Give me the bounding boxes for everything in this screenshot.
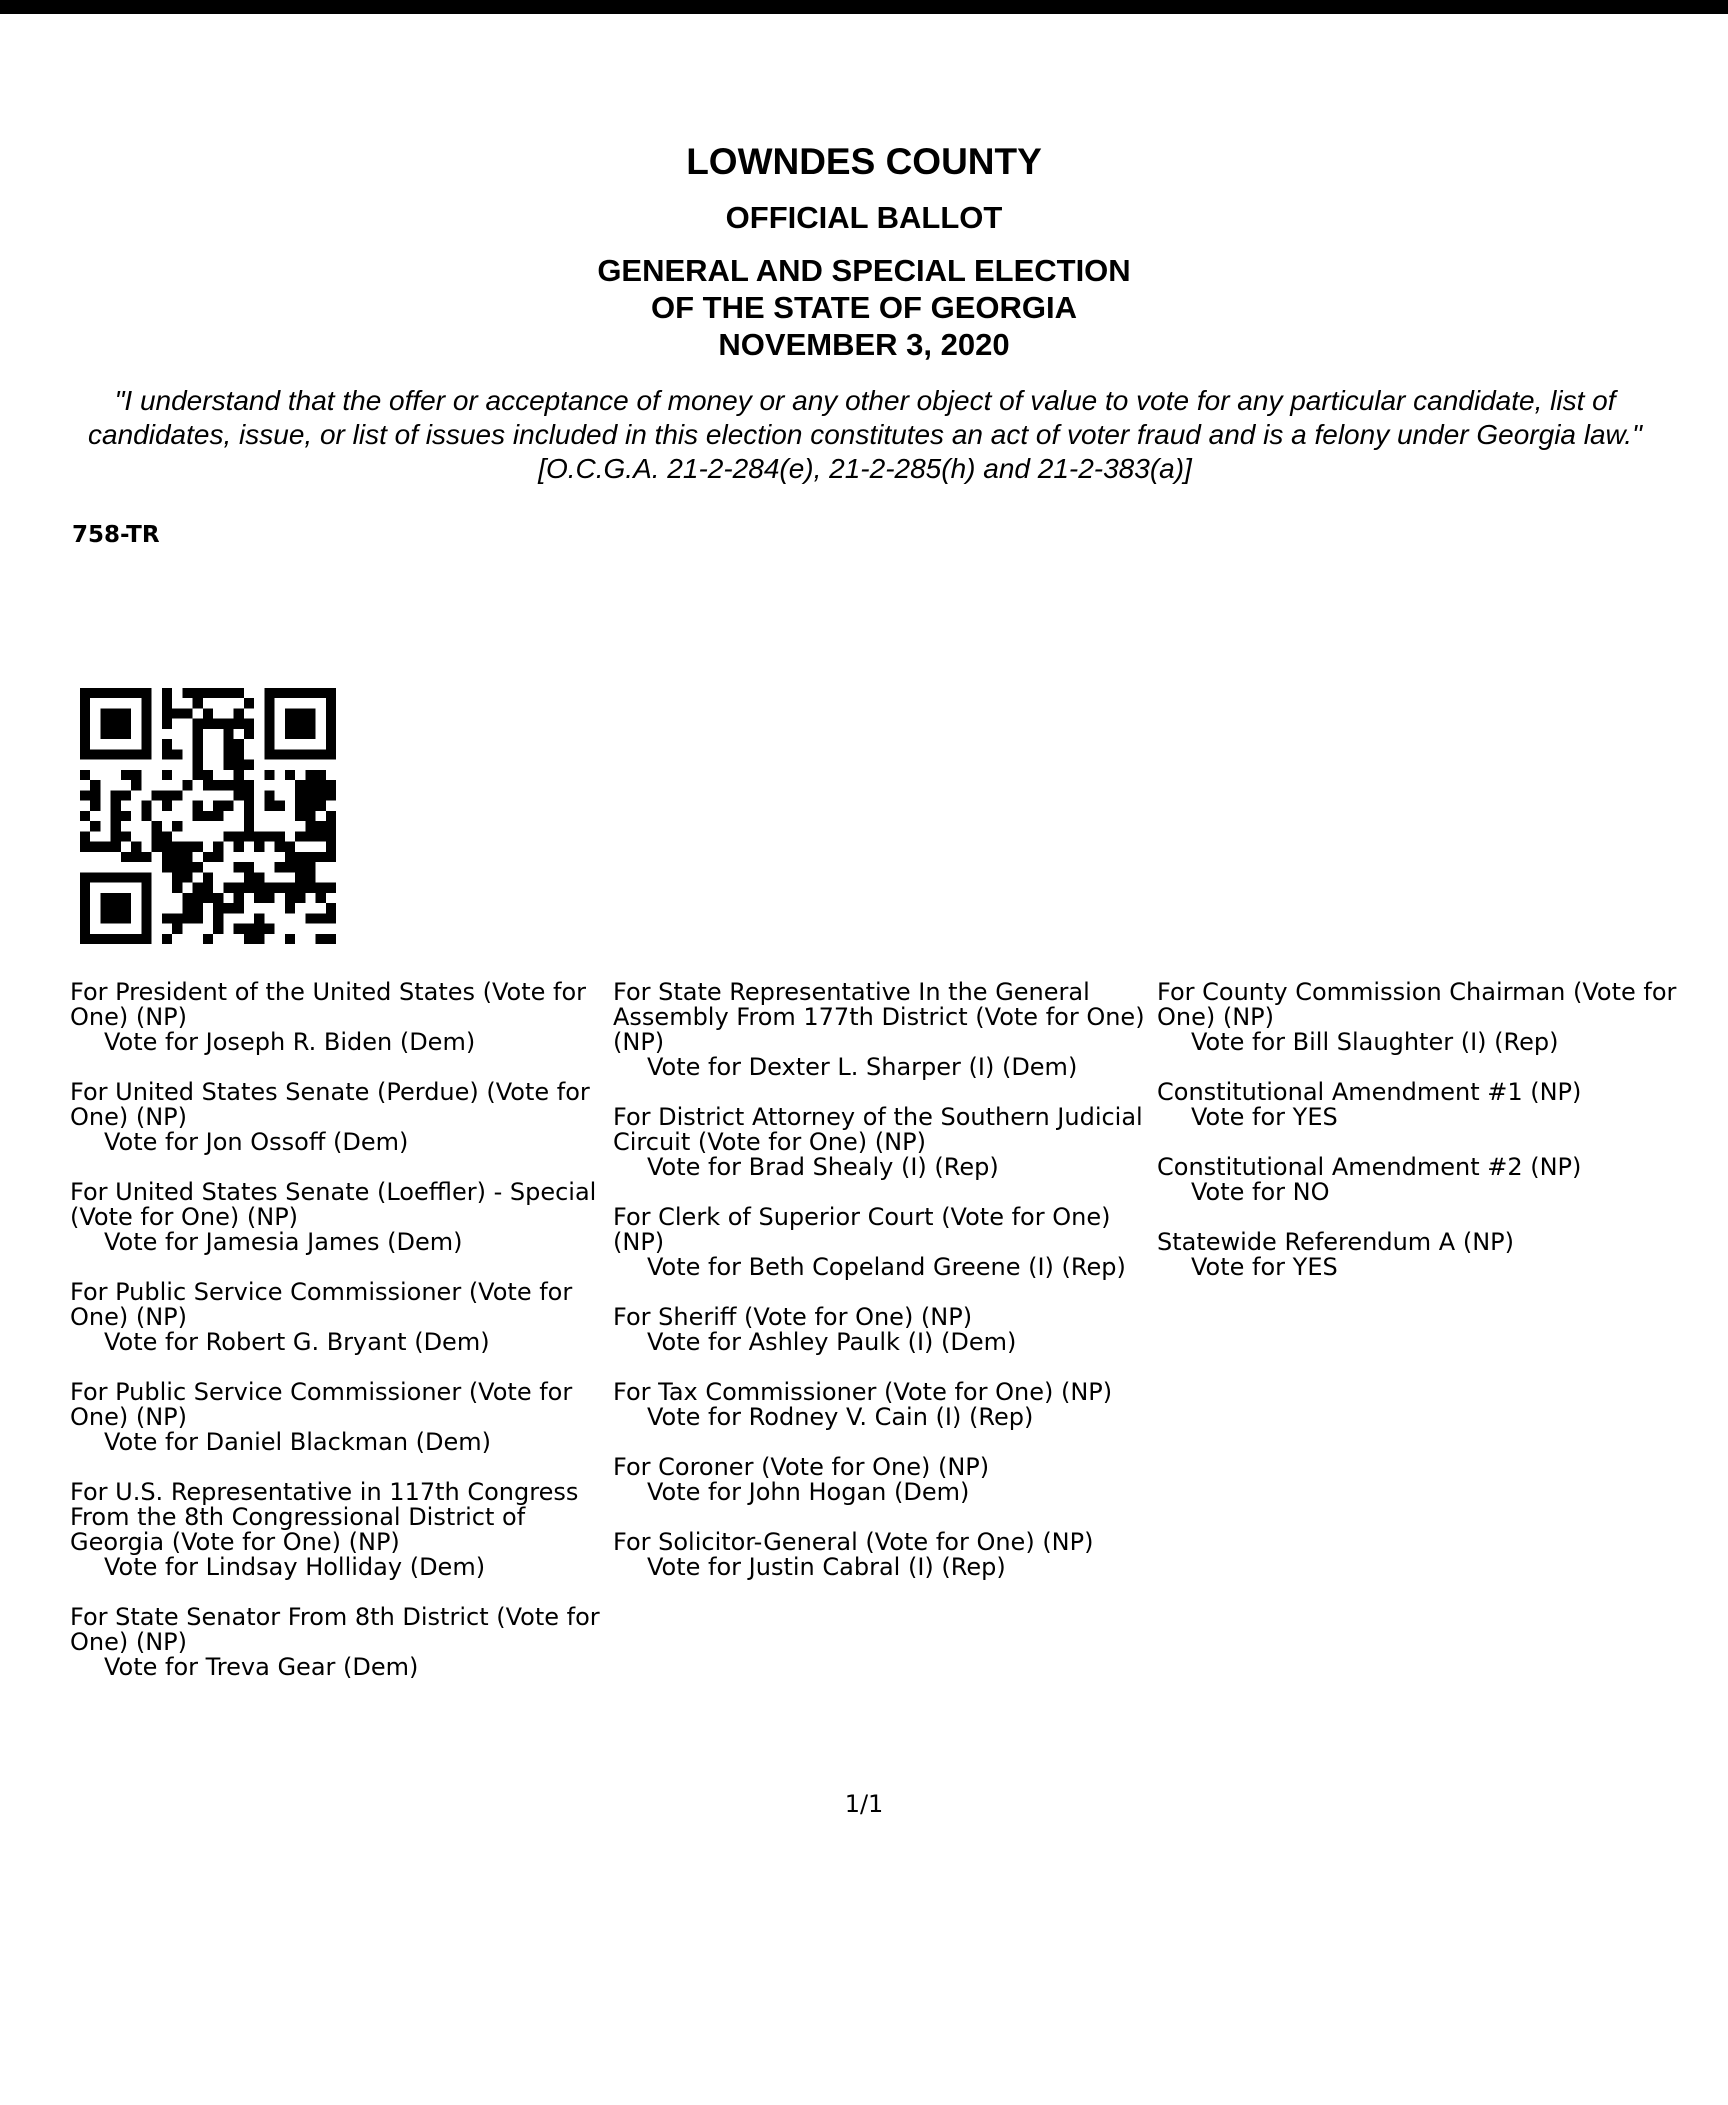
vote-choice: Vote for Justin Cabral (I) (Rep)	[647, 1553, 1006, 1581]
contest-title: For Coroner (Vote for One) (NP)	[613, 1453, 990, 1481]
vote-choice: Vote for Rodney V. Cain (I) (Rep)	[647, 1403, 1034, 1431]
contest-selection	[613, 1205, 1153, 1280]
vote-choice: Vote for Beth Copeland Greene (I) (Rep)	[647, 1253, 1126, 1281]
ballot-type: OFFICIAL BALLOT	[725, 200, 1003, 235]
ballot-header	[0, 138, 1728, 363]
contest-selection	[70, 1080, 610, 1155]
contest-title: For United States Senate (Perdue) (Vote for One) (NP)	[70, 1078, 590, 1131]
vote-choice: Vote for Brad Shealy (I) (Rep)	[647, 1153, 999, 1181]
contest-selection	[613, 1305, 1153, 1355]
vote-choice: Vote for John Hogan (Dem)	[647, 1478, 970, 1506]
contest-title: For Sheriff (Vote for One) (NP)	[613, 1303, 973, 1331]
contest-title: For Tax Commissioner (Vote for One) (NP)	[613, 1378, 1113, 1406]
contest-title: For Clerk of Superior Court (Vote for One) (NP)	[613, 1203, 1111, 1256]
contest-title: For District Attorney of the Southern Judicial Circuit (Vote for One) (NP)	[613, 1103, 1143, 1156]
vote-choice: Vote for Ashley Paulk (I) (Dem)	[647, 1328, 1017, 1356]
contest-selection	[70, 1605, 610, 1680]
contest-title: Constitutional Amendment #1 (NP)	[1157, 1078, 1582, 1106]
ballot-column-3	[1157, 980, 1697, 1305]
contest-selection	[613, 1530, 1153, 1580]
vote-choice: Vote for Joseph R. Biden (Dem)	[104, 1028, 476, 1056]
contest-selection	[70, 980, 610, 1055]
contest-selection	[613, 980, 1153, 1080]
contest-title: For County Commission Chairman (Vote for One) (NP)	[1157, 978, 1677, 1031]
qr-code-icon	[70, 688, 346, 944]
scan-top-border	[0, 0, 1728, 14]
contest-title: For U.S. Representative in 117th Congress From the 8th Congressional District of Georgia (Vote for One) (NP)	[70, 1478, 579, 1556]
vote-choice: Vote for Daniel Blackman (Dem)	[104, 1428, 492, 1456]
page-number: 1/1	[844, 1790, 884, 1818]
vote-choice: Vote for Dexter L. Sharper (I) (Dem)	[647, 1053, 1078, 1081]
ballot-code: 758-TR	[72, 522, 160, 548]
contest-selection	[70, 1280, 610, 1355]
vote-choice: Vote for Bill Slaughter (I) (Rep)	[1191, 1028, 1559, 1056]
vote-choice: Vote for Treva Gear (Dem)	[104, 1653, 419, 1681]
vote-choice: Vote for NO	[1191, 1178, 1330, 1206]
contest-title: Constitutional Amendment #2 (NP)	[1157, 1153, 1582, 1181]
contest-selection	[1157, 1155, 1697, 1205]
vote-choice: Vote for Robert G. Bryant (Dem)	[104, 1328, 490, 1356]
contest-selection	[70, 1480, 610, 1580]
contest-selection	[613, 1105, 1153, 1180]
ballot-column-1	[70, 980, 610, 1705]
vote-choice: Vote for YES	[1191, 1103, 1338, 1131]
contest-selection	[1157, 1230, 1697, 1280]
contest-title: For United States Senate (Loeffler) - Special (Vote for One) (NP)	[70, 1178, 597, 1231]
ballot-column-2	[613, 980, 1153, 1605]
contest-title: For State Senator From 8th District (Vote for One) (NP)	[70, 1603, 600, 1656]
contest-title: Statewide Referendum A (NP)	[1157, 1228, 1514, 1256]
election-line-1: GENERAL AND SPECIAL ELECTION	[597, 253, 1131, 288]
election-title	[0, 252, 1728, 363]
county-title: LOWNDES COUNTY	[686, 141, 1042, 182]
election-date: NOVEMBER 3, 2020	[718, 327, 1010, 362]
contest-selection	[613, 1455, 1153, 1505]
vote-choice: Vote for Lindsay Holliday (Dem)	[104, 1553, 486, 1581]
vote-choice: Vote for Jamesia James (Dem)	[104, 1228, 463, 1256]
contest-title: For Solicitor-General (Vote for One) (NP)	[613, 1528, 1094, 1556]
contest-title: For Public Service Commissioner (Vote for One) (NP)	[70, 1378, 573, 1431]
contest-selection	[1157, 1080, 1697, 1130]
voter-fraud-notice: "I understand that the offer or acceptance of money or any other object of value to vote for any particular candidate, list of candidates, issue, or list of issues included in this election constitutes an act of voter fraud and is a felony under Georgia law." [O.C.G.A. 21-2-284(e), 21-2-285(h) and 21-2-383(a)]	[88, 385, 1642, 484]
vote-choice: Vote for Jon Ossoff (Dem)	[104, 1128, 409, 1156]
contest-title: For Public Service Commissioner (Vote for One) (NP)	[70, 1278, 573, 1331]
vote-choice: Vote for YES	[1191, 1253, 1338, 1281]
contest-selection	[70, 1180, 610, 1255]
contest-selection	[613, 1380, 1153, 1430]
contest-title: For President of the United States (Vote for One) (NP)	[70, 978, 587, 1031]
contest-title: For State Representative In the General Assembly From 177th District (Vote for One) (NP)	[613, 978, 1145, 1056]
contest-selection	[1157, 980, 1697, 1055]
contest-selection	[70, 1380, 610, 1455]
election-line-2: OF THE STATE OF GEORGIA	[651, 290, 1077, 325]
